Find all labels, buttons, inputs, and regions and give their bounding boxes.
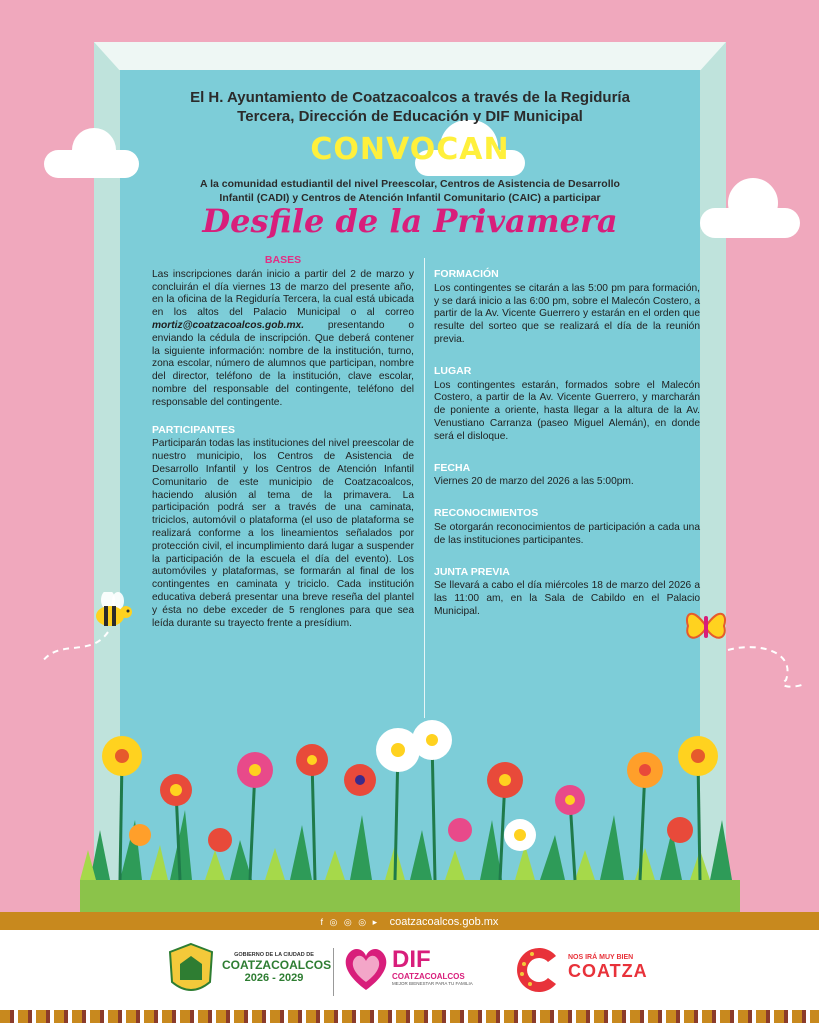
coatza-name: COATZA (568, 961, 648, 981)
header-line-2: Tercera, Dirección de Educación y DIF Municipal (237, 108, 583, 125)
dif-logo-text (392, 948, 484, 986)
bee-trail-icon (40, 628, 110, 668)
gov-years: 2026 - 2029 (244, 972, 304, 984)
bases-title: BASES (264, 254, 302, 266)
dif-heart-icon (340, 944, 392, 994)
fecha-text: Viernes 20 de marzo del 2026 a las 5:00pm. (434, 476, 634, 488)
dif-city: COATZACOALCOS (392, 972, 465, 981)
formacion-text: Los contingentes se citarán a las 5:00 pm para formación, y se dará inicio a las 6:00 pm, sobre el Malecón Costero, a partir de la Av. Vicente Guerrero y estarán en el orden que resulte del sorteo que se realizará el día de la reunión previa. (434, 282, 700, 345)
gov-small-label: GOBIERNO DE LA CIUDAD DE (234, 952, 314, 958)
gov-name: COATZACOALCOS (222, 958, 332, 972)
flower-garden-illustration (80, 720, 740, 920)
gov-logo-text (222, 952, 332, 984)
reconocimientos-title: RECONOCIMIENTOS (434, 507, 539, 520)
butterfly-icon (682, 604, 730, 648)
dif-tagline: MEJOR BIENESTAR PARA TU FAMILIA (392, 981, 473, 986)
bee-icon (84, 592, 136, 632)
logo-separator (333, 948, 334, 996)
right-column (434, 268, 700, 619)
left-column (152, 254, 414, 630)
footer-pattern (0, 1010, 819, 1023)
lugar-title: LUGAR (434, 364, 472, 377)
event-title: Desfile de la Privamera (202, 202, 618, 240)
website-link[interactable]: coatzacoalcos.gob.mx (389, 916, 499, 928)
header-line-1: El H. Ayuntamiento de Coatzacoalcos a través de la Regiduría (190, 89, 630, 106)
bases-email: mortiz@coatzacoalcos.gob.mx. (152, 319, 305, 331)
junta-text: Se llevará a cabo el día miércoles 18 de marzo del 2026 a las 11:00 am, en la Sala de Cabildo en el Palacio Municipal. (434, 580, 700, 617)
convocan-heading: CONVOCAN (310, 132, 510, 167)
dif-name: DIF (392, 946, 431, 973)
frame-top-bevel (94, 42, 726, 70)
coatza-c-icon (510, 944, 566, 996)
participantes-title: PARTICIPANTES (152, 423, 236, 436)
lugar-text: Los contingentes estarán, formados sobre el Malecón Costero, a partir de la Av. Vicente Guerrero, y marcharán de poniente a oriente, hasta llegar a la altura de la Av. Venustiano Carranza (paseo Miguel Alemán), en donde será el disloque. (434, 379, 700, 442)
fecha-title: FECHA (434, 461, 471, 474)
header (120, 88, 700, 205)
bases-text (152, 269, 414, 410)
city-seal-icon (166, 942, 216, 998)
intro-line-1: A la comunidad estudiantil del nivel Preescolar, Centros de Asistencia de Desarrollo (200, 178, 620, 190)
butterfly-trail-icon (726, 640, 806, 690)
formacion-title: FORMACIÓN (434, 268, 499, 280)
coatza-logo-text (568, 954, 658, 982)
column-divider (424, 258, 425, 718)
footer-website-bar (0, 912, 819, 930)
reconocimientos-text: Se otorgarán reconocimientos de participación a cada una de las instituciones participantes. (434, 521, 700, 546)
bases-text-b: presentando o enviando la cédula de inscripción. Que deberá contener la siguiente información: nombre de la institución, turno, zona escolar, número de alumnos que participan, nombre del director, teléfono de la institución, clave escolar, nombre del responsable del contingente, teléfono del responsable del contingente. (152, 319, 414, 408)
bases-text-a: Las inscripciones darán inicio a partir del 2 de marzo y concluirán el día viernes 13 de marzo del presente año, en la oficina de la Regiduría Tercera, la cual está ubicada en los altos del Palacio Municipal o al correo (152, 268, 414, 319)
junta-title: JUNTA PREVIA (434, 565, 510, 578)
participantes-text: Participarán todas las instituciones del nivel preescolar de nuestro municipio, los Centros de Asistencia de Desarrollo Infantil y los Centros de Atención Infantil Comunitario de este municipio de Coatzacoalcos, haciendo alusión al tema de la primavera. La participación podrá ser a través de una caminata, triciclos, automóvil o plataforma (el uso de plataforma se realizará conforme a los lineamientos señalados por protección civil, el incumplimiento dará lugar a suspender la participación de la escuela el día del evento). Los automóviles y plataformas, se formarán al final de los contingentes en caminata y triciclo. Cada institución educativa deberá presentar una breve reseña del plantel y ésta no debe exceder de 5 renglones para que sea leída durante su trayecto frente a presídium. (152, 438, 414, 629)
coatza-small-label: NOS IRÁ MUY BIEN (568, 954, 634, 961)
intro-line-2: Infantil (CADI) y Centros de Atención Infantil Comunitario (CAIC) a participar (219, 192, 601, 204)
social-media-icons[interactable]: f ◎ ◎ ◎ ▸ (320, 917, 380, 927)
